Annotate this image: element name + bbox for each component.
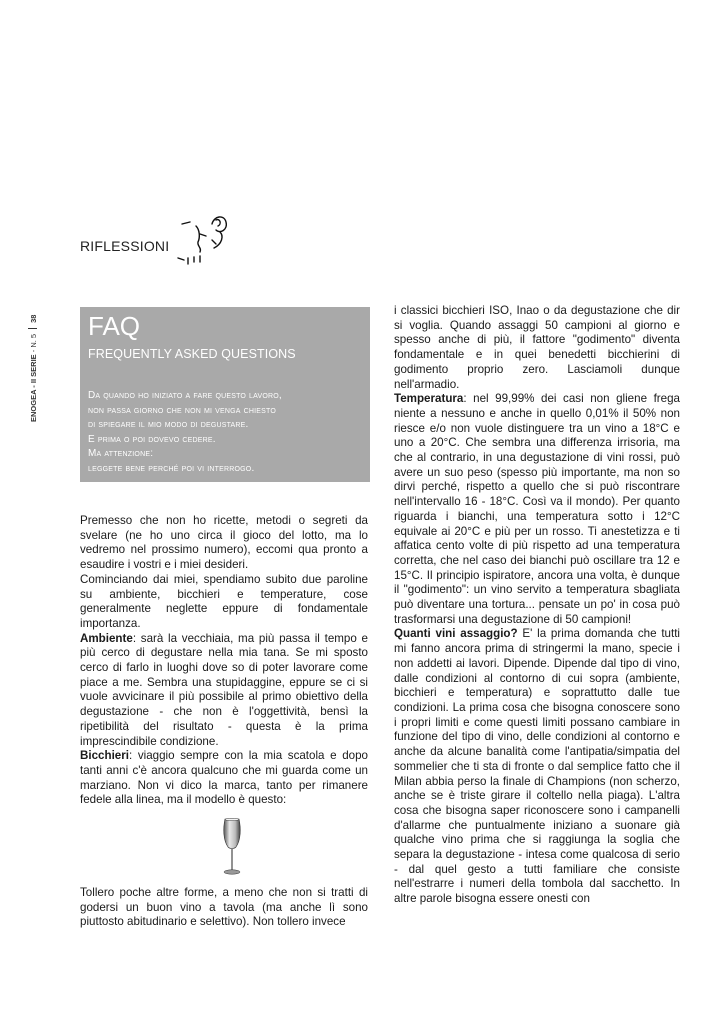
paragraph: i classici bicchieri ISO, Inao o da degustazione che dir si voglia. Quando assaggi 50 campioni al giorno e spesso anche di più, il fattore "godimento" diventa fondamentale e in quei benedetti bicchierini di godimento proprio zero. Lasciamoli dunque nell'armadio.	[394, 304, 680, 391]
paragraph-body: : viaggio sempre con la mia scatola e dopo tanti anni c'è ancora qualcuno che mi guarda come un marziano. Non vi dico la marca, tanto per rimanere fedele alla linea, ma il modello è questo:	[80, 749, 368, 807]
paragraph-body: E' la prima domanda che tutti mi fanno ancora prima di stringermi la mano, specie i non addetti ai lavori. Dipende. Dipende dal tipo di vino, dalle condizioni al contorno di cui sopra (ambiente, bicchieri e temperatura) e soprattutto dalle tue condizioni. La prima cosa che bisogna conoscere sono i propri limiti e come questi limiti possano cambiare in funzione del tipo di vino, delle condizioni al contorno e anche da alcune banalità come l'antipatia/simpatia del sommelier che ti sta di fronte o dal semplice fatto che il Milan abbia perso la finale di Champions (non scherzo, anche se è triste girare il coltello nella piaga). L'altra cosa che bisogna saper riconoscere sono i campanelli d'allarme che puntualmente iniziano a suonare già qualche vino prima che si raggiunga la soglia che separa la degustazione - intesa come qualcosa di serio - dal quel gesto a tutti familiare che consiste nell'estrarre i numeri della tombola dal sacchetto. In altre parole bisogna essere onesti con	[394, 627, 681, 906]
intro-line: Ma attenzione:	[88, 448, 154, 459]
issue-number: N. 5	[29, 333, 38, 348]
paragraph-temperatura	[394, 392, 680, 627]
paragraph-heading: Ambiente	[80, 631, 133, 645]
paragraph-heading: Quanti vini assaggio?	[394, 627, 518, 641]
intro-line: Da quando ho iniziato a fare questo lavoro,	[88, 390, 282, 401]
paragraph: Tollero poche altre forme, a meno che non si tratti di godersi un buon vino a tavola (ma anche lì sono piuttosto abitudinario e selettivo). Non tollero invece	[80, 886, 368, 929]
paragraph: Cominciando dai miei, spendiamo subito due paroline su ambiente, bicchieri e temperature, cose generalmente neglette eppure di fondamentale importanza.	[80, 572, 368, 630]
intro-line: E prima o poi dovevo cedere.	[88, 433, 216, 445]
right-column	[394, 304, 680, 907]
paragraph-bicchieri	[80, 749, 368, 808]
paragraph: Premesso che non ho ricette, metodi o segreti da svelare (ne ho uno circa il gioco del lotto, ma lo vedremo nel prossimo numero), eccomi qua pronto a esaudire i vostri e i miei desideri.	[80, 514, 368, 572]
section-header	[80, 210, 320, 270]
wine-glass-icon	[220, 818, 244, 876]
section-title: RIFLESSIONI	[80, 238, 170, 254]
sniffing-face-icon	[176, 210, 240, 270]
divider	[28, 328, 37, 329]
intro-line: di spiegare il mio modo di degustare.	[88, 419, 249, 430]
paragraph-body: : sarà la vecchiaia, ma più passa il tempo e più cerco di degustare nella mia tana. Se mi sposto cerco di farlo in luoghi dove so di poter lavorare come piace a me. Sembra una stupidaggine, eppure se ci si vuole avvicinare il più possibile al primo obiettivo della degustazione - che non è l'oggettività, bensì la ripetibilità del risultato - questa è la prima imprescindibile condizione.	[80, 631, 368, 748]
paragraph-body: : nel 99,99% dei casi non gliene frega niente a nessuno e anche in quello 0,01% il 50% non riesce e/o non vuole distinguere tra un vino a 18°C e uno a 20°C. Che sembra una differenza irrisoria, ma che al contrario, in una degustazione di vini rossi, può avere un suo peso (spesso più importante, ma non so dirvi perché, rispetto a quello che si può riscontrare nell'intervallo 16 - 18°C. Così va il mondo). Per quanto riguarda i bianchi, una temperatura sotto i 12°C equivale ai 20°C e più per un rosso. Ti anestetizza e ti affatica cento volte di più rispetto ad una temperatura corretta, che nel caso dei bianchi può oscillare tra 12 e 15°C. Il principio ispiratore, ancora una volta, è dunque il "godimento": un vino servito a temperatura sbagliata può diventare una tortura... pensate un po' in cosa può trasformarsi una degustazione di 50 campioni!	[394, 392, 680, 626]
paragraph-ambiente	[80, 632, 368, 750]
faq-subtitle: FREQUENTLY ASKED QUESTIONS	[88, 347, 296, 361]
faq-title: FAQ	[88, 311, 141, 341]
journal-name: ENOGEA - II SERIE	[29, 354, 38, 422]
left-column	[80, 514, 368, 930]
paragraph-heading: Bicchieri	[80, 749, 129, 763]
paragraph-heading: Temperatura	[394, 392, 464, 406]
page-number: 38	[29, 314, 38, 323]
running-head: ENOGEA - II SERIE - N. 538	[29, 314, 38, 422]
intro-line: non passa giorno che non mi venga chiesto	[88, 404, 277, 416]
paragraph-quanti-vini	[394, 627, 680, 906]
faq-intro	[88, 389, 364, 476]
faq-box	[80, 307, 370, 482]
intro-line: leggete bene perché poi vi interrogo.	[88, 462, 255, 474]
